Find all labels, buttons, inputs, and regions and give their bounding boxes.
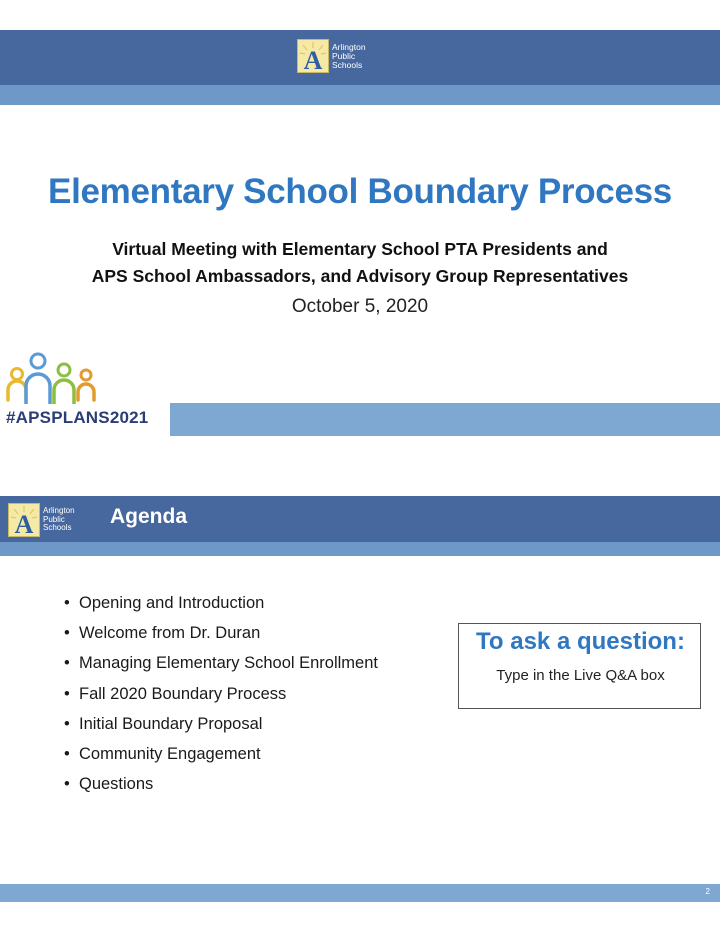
slide1-subtitle [20,236,700,290]
logo-line-3: Schools [43,523,72,533]
question-callout-title: To ask a question: [476,628,685,655]
svg-text:A: A [303,46,323,72]
agenda-item: • Opening and Introduction [64,588,378,618]
apsplans2021-hashtag: #APSPLANS2021 [6,404,170,432]
slide2-footer-bar [0,884,720,902]
logo-line-2: Public [332,50,356,61]
aps-a-logo-icon [8,503,40,537]
agenda-item: • Community Engagement [64,739,378,769]
logo-line-2: Public [43,514,65,524]
slide1-header-accent-bar [0,85,720,105]
slide1-aps-logo [297,39,366,73]
aps-a-logo-icon [297,39,329,73]
agenda-item: • Managing Elementary School Enrollment [64,648,378,678]
agenda-item: • Welcome from Dr. Duran [64,618,378,648]
agenda-item: • Initial Boundary Proposal [64,709,378,739]
slide2-aps-logo [8,503,75,537]
slide2-logo-text [43,507,75,533]
agenda-title: Agenda [110,505,188,528]
slide2-header-accent-bar [0,542,720,556]
agenda-item: • Questions [64,769,378,799]
slide2-header-bar [0,496,720,542]
svg-text:A: A [14,510,34,536]
subtitle-line-2: APS School Ambassadors, and Advisory Group Representatives [91,266,629,286]
question-callout-text: Type in the Live Q&A box [496,667,665,684]
subtitle-line-1: Virtual Meeting with Elementary School PTA Presidents and [112,239,608,259]
agenda-list [64,588,378,799]
agenda-item: • Fall 2020 Boundary Process [64,679,378,709]
page-number: 2 [705,887,710,896]
slide1-logo-text [332,43,366,70]
question-callout-box [458,623,701,709]
logo-line-3: Schools [332,59,363,70]
slide1-date: October 5, 2020 [291,296,429,317]
slide1-footer-bar [170,403,720,436]
logo-line-1: Arlington [332,41,366,52]
slide1-title: Elementary School Boundary Process [48,172,672,211]
logo-line-1: Arlington [43,506,75,516]
